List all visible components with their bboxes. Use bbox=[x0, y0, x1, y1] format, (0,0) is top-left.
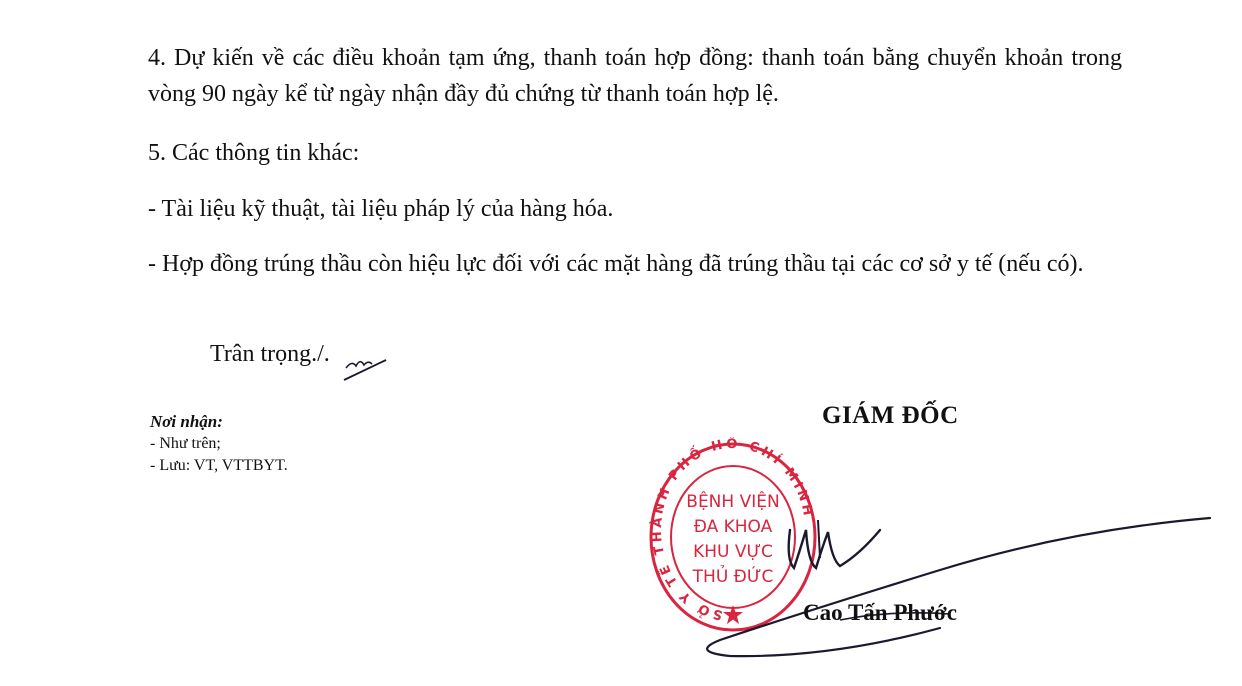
payment-terms-paragraph: 4. Dự kiến về các điều khoản tạm ứng, thanh toán hợp đồng: thanh toán bằng chuyển khoản trong vòng 90 ngày kể từ ngày nhận đầy đủ chứng từ thanh toán hợp lệ. bbox=[148, 45, 1122, 107]
seal-center-line: KHU VỰC bbox=[693, 542, 773, 562]
seal-center-line: THỦ ĐỨC bbox=[692, 567, 774, 587]
initial-paraph-mark bbox=[342, 350, 390, 382]
seal-ring-text: SỞ Y TẾ THÀNH PHỐ HỒ CHÍ MINH bbox=[649, 437, 816, 623]
closing-salutation: Trân trọng./. bbox=[210, 341, 330, 367]
other-info-heading: 5. Các thông tin khác: bbox=[148, 140, 360, 166]
recipients-title: Nơi nhận: bbox=[150, 412, 223, 431]
recipient-line: - Như trên; bbox=[150, 435, 221, 452]
technical-docs-item: - Tài liệu kỹ thuật, tài liệu pháp lý của hàng hóa. bbox=[148, 196, 614, 222]
seal-center-line: BỆNH VIỆN bbox=[686, 492, 780, 512]
handwritten-signature bbox=[690, 510, 1215, 670]
recipients-block bbox=[150, 411, 288, 477]
seal-center-line: ĐA KHOA bbox=[693, 517, 773, 537]
recipient-line: - Lưu: VT, VTTBYT. bbox=[150, 457, 288, 474]
contract-validity-item: - Hợp đồng trúng thầu còn hiệu lực đối với các mặt hàng đã trúng thầu tại các cơ sở y tế (nếu có). bbox=[148, 251, 1084, 277]
signer-name: Cao Tấn Phước bbox=[803, 600, 957, 625]
signer-title: GIÁM ĐỐC bbox=[822, 402, 959, 429]
